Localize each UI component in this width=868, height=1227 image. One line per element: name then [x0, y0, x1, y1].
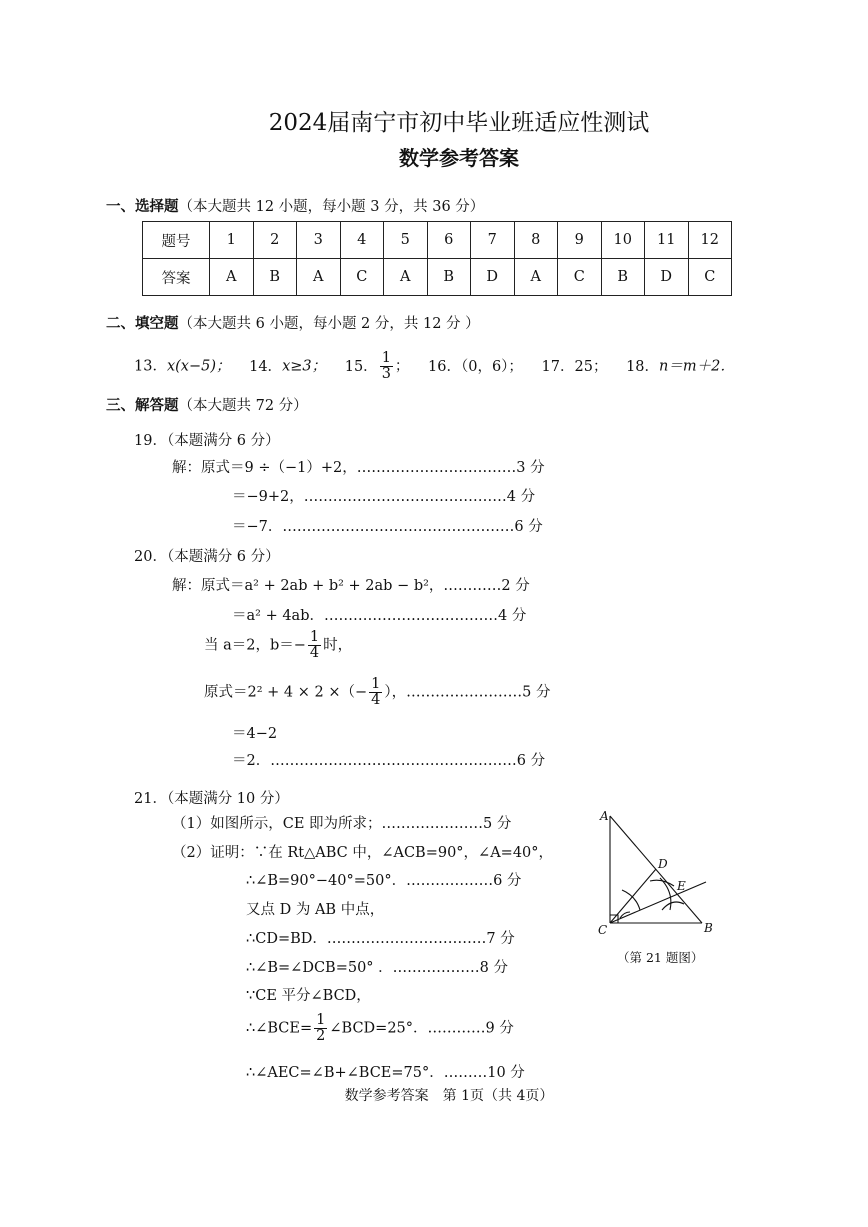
q20-heading: 20．（本题满分 6 分） [134, 549, 280, 565]
q21-line-9: ∴∠AEC=∠B+∠BCE=75°．………10 分 [246, 1065, 525, 1081]
q21-line-6: ∴∠B=∠DCB=50° ．………………8 分 [246, 960, 509, 976]
q20-line-5: ＝4−2 [232, 726, 278, 742]
table-cell: C [340, 259, 384, 296]
table-cell: B [253, 259, 297, 296]
table-row-numbers [143, 222, 732, 259]
table-cell: 12 [688, 222, 732, 259]
page-footer: 数学参考答案 第 1页（共 4页） [344, 1088, 554, 1104]
fraction: $\frac{1}{3}$ [381, 350, 391, 383]
table-cell: 1 [210, 222, 254, 259]
table-cell: C [688, 259, 732, 296]
figure-caption: （第 21 题图） [617, 950, 704, 965]
page-subtitle: 数学参考答案 [399, 146, 519, 170]
triangle-figure [590, 806, 720, 938]
table-header-cell: 题号 [143, 222, 210, 259]
section2-heading: 二、填空题（本大题共 6 小题，每小题 2 分，共 12 分 ） [106, 315, 480, 332]
section3-heading: 三、解答题（本大题共 72 分） [106, 397, 308, 414]
q21-line-3: ∴∠B=90°−40°=50°．………………6 分 [246, 873, 522, 889]
table-cell: 4 [340, 222, 384, 259]
table-cell: 8 [514, 222, 558, 259]
table-cell: 7 [471, 222, 515, 259]
q21-line-7: ∵CE 平分∠BCD， [246, 988, 371, 1004]
q19-line-1: 解：原式＝9 ÷（−1）+2，……………………………3 分 [172, 460, 545, 476]
table-cell: 5 [384, 222, 428, 259]
q19-line-2: ＝−9+2，……………………………………4 分 [232, 489, 536, 505]
section1-heading: 一、选择题（本大题共 12 小题，每小题 3 分，共 36 分） [106, 198, 485, 215]
table-cell: 10 [601, 222, 645, 259]
q21-line-4: 又点 D 为 AB 中点， [246, 902, 385, 918]
q20-line-1: 解：原式＝a² + 2ab + b² + 2ab − b²，…………2 分 [172, 578, 530, 594]
label-c: C [598, 923, 608, 937]
construction-arc [650, 880, 674, 886]
q19-line-3: ＝−7．…………………………………………6 分 [232, 519, 543, 535]
table-row-answers [143, 259, 732, 296]
q21-line-8: ∴∠BCE= $\frac{1}{2}$ ∠BCD=25°．…………9 分 [246, 1012, 514, 1045]
q20-line-4: 原式＝2² + 4 × 2 ×（− $\frac{1}{4}$ ），……………………5 分 [204, 676, 551, 709]
bisector-ce [610, 882, 706, 923]
page-title: 2024届南宁市初中毕业班适应性测试 [268, 110, 650, 136]
table-cell: A [210, 259, 254, 296]
table-cell: B [427, 259, 471, 296]
table-cell: C [558, 259, 602, 296]
fraction: $\frac{1}{2}$ [316, 1012, 326, 1045]
q21-heading: 21．（本题满分 10 分） [134, 791, 289, 807]
q20-line-3: 当 a＝2，b＝− $\frac{1}{4}$ 时， [204, 629, 353, 662]
table-cell: 6 [427, 222, 471, 259]
table-header-cell: 答案 [143, 259, 210, 296]
label-b: B [704, 921, 713, 935]
construction-arc [662, 902, 684, 910]
q21-line-5: ∴CD=BD．……………………………7 分 [246, 931, 515, 947]
label-e: E [677, 879, 686, 893]
q21-part-1: （1）如图所示，CE 即为所求；…………………5 分 [172, 816, 512, 832]
construction-arc [622, 890, 640, 910]
table-cell: 9 [558, 222, 602, 259]
table-cell: D [471, 259, 515, 296]
table-cell: D [645, 259, 689, 296]
table-cell: 11 [645, 222, 689, 259]
fraction: $\frac{1}{4}$ [309, 629, 320, 662]
fraction: $\frac{1}{4}$ [371, 676, 381, 709]
table-cell: 3 [297, 222, 341, 259]
label-d: D [658, 857, 668, 871]
table-cell: A [514, 259, 558, 296]
table-cell: B [601, 259, 645, 296]
q19-heading: 19．（本题满分 6 分） [134, 433, 280, 449]
table-cell: A [297, 259, 341, 296]
q21-part-2: （2）证明：∵在 Rt△ABC 中，∠ACB=90°，∠A=40°， [172, 845, 554, 861]
table-cell: A [384, 259, 428, 296]
label-a: A [600, 809, 609, 823]
table-cell: 2 [253, 222, 297, 259]
fill-blank-answers: 13．x(x−5)； 14．x≥3； 15． $\frac{1}{3}$ ； 16．（0，6）； 17．25； 18．n＝m＋2． [134, 350, 735, 383]
q20-line-6: ＝2．……………………………………………6 分 [232, 753, 546, 769]
q20-line-2: ＝a² + 4ab．………………………………4 分 [232, 608, 527, 624]
answer-table [142, 221, 732, 296]
